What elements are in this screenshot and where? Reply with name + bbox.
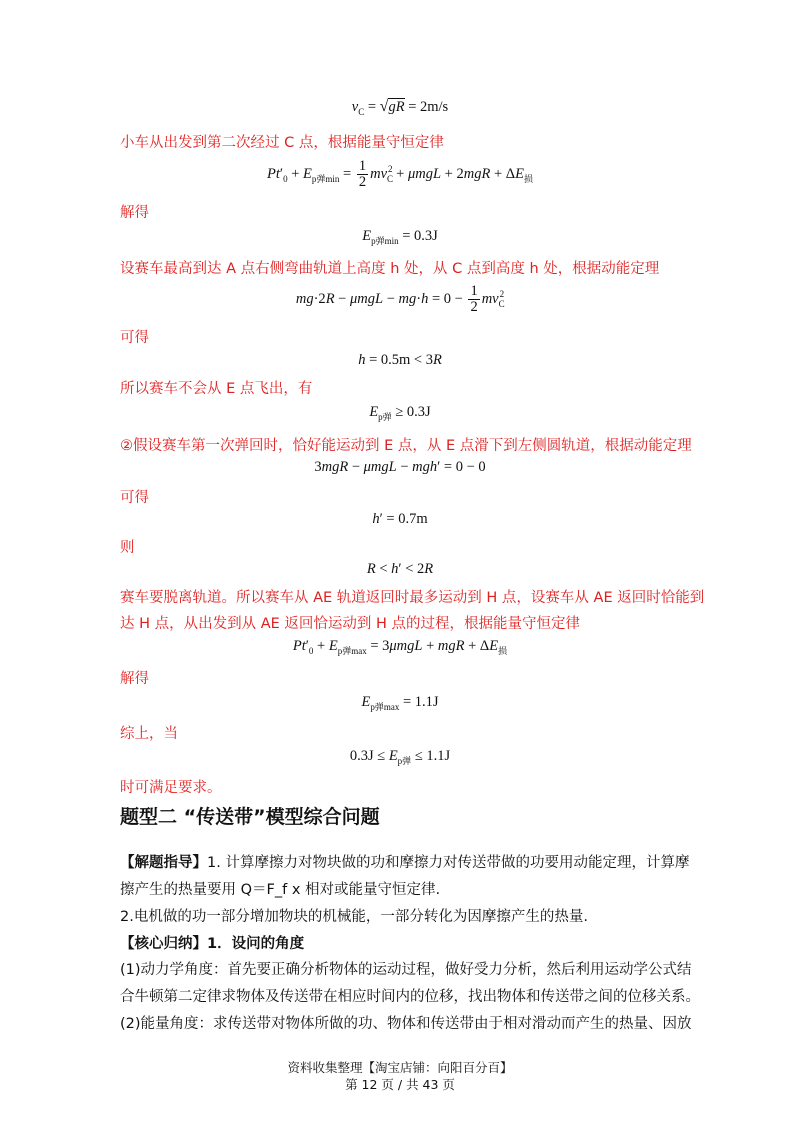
footer-page-number: 第 12 页 / 共 43 页 — [345, 1077, 455, 1092]
equation-hprime-dynamics: 3mgR − μmgL − mgh′ = 0 − 0 — [314, 459, 486, 475]
equation-dynamics: mg·2R − μmgL − mg·h = 0 − $\frac{1}{2}$ $mv_C^2$ — [295, 283, 505, 316]
text-line-4: ②假设赛车第一次弹回时，恰好能运动到 E 点，从 E 点滑下到左侧圆轨道，根据动能定理 — [120, 438, 692, 454]
core-label: 【核心归纳】 — [120, 936, 207, 952]
para-2a: (2)能量角度：求传送带对物体所做的功、物体和传送带由于相对滑动而产生的热量、因放 — [120, 1016, 692, 1032]
text-ze: 则 — [120, 540, 135, 556]
footer-source: 资料收集整理【淘宝店铺：向阳百分百】 — [287, 1060, 513, 1075]
text-kede-2: 可得 — [120, 490, 149, 506]
section-heading: 题型二 “传送带”模型综合问题 — [120, 806, 380, 828]
core-subtitle: 1．设问的角度 — [207, 936, 305, 952]
guide-text-1: 1. 计算摩擦力对物块做的功和摩擦力对传送带做的功要用动能定理，计算摩 — [207, 855, 690, 871]
para-1b: 合牛顿第二定律求物体及传送带在相应时间内的位移，找出物体和传送带之间的位移关系。 — [120, 989, 700, 1005]
equation-h: h = 0.5m < 3R — [358, 352, 442, 368]
text-zongshang: 综上，当 — [120, 726, 178, 742]
text-jiede-2: 解得 — [120, 671, 149, 687]
text-jiede-1: 解得 — [120, 205, 149, 221]
equation-ep-max: $E_{p弹max} = 1.1J$ — [361, 694, 439, 712]
equation-ep-ge: $E_{p弹} \ge 0.3J$ — [369, 404, 431, 422]
equation-final-range: $0.3J \le E_{p弹} \le 1.1J$ — [349, 748, 451, 766]
text-line-6: 时可满足要求。 — [120, 780, 222, 796]
guide-text-2: 2.电机做的功一部分增加物块的机械能，一部分转化为因摩擦产生的热量. — [120, 909, 588, 925]
equation-ep-min: $E_{p弹min} = 0.3J$ — [362, 228, 438, 246]
equation-energy-min: $Pt'_0 + E_{p弹min}$ = $\frac{1}{2}$ $mv_C^2 + \mu mgL + 2mgR + \Delta E_损$ — [267, 158, 533, 191]
core-paragraph — [120, 932, 304, 953]
equation-hprime: h′ = 0.7m — [372, 511, 428, 527]
equation-vc: $v_C = √gR = 2m/s$ — [351, 98, 449, 117]
guide-paragraph — [120, 851, 689, 872]
guide-label: 【解题指导】 — [120, 855, 207, 871]
text-line-2: 设赛车最高到达 A 点右侧弯曲轨道上高度 h 处，从 C 点到高度 h 处，根据动能定理 — [120, 261, 660, 277]
text-line-1: 小车从出发到第二次经过 C 点，根据能量守恒定律 — [120, 135, 444, 151]
guide-text-1b: 擦产生的热量要用 Q＝F_f x 相对或能量守恒定律. — [120, 882, 441, 898]
para-1a: (1)动力学角度：首先要正确分析物体的运动过程，做好受力分析，然后利用运动学公式结 — [120, 962, 692, 978]
equation-range-h: R < h′ < 2R — [366, 561, 434, 577]
text-kede-1: 可得 — [120, 330, 149, 346]
equation-energy-max: $Pt'_0 + E_{p弹max} = 3\mu mgL$ + mgR + $\Delta E_损$ — [292, 638, 508, 656]
text-line-5b: 达 H 点，从出发到从 AE 返回恰运动到 H 点的过程，根据能量守恒定律 — [120, 616, 581, 632]
text-line-3: 所以赛车不会从 E 点飞出，有 — [120, 381, 313, 397]
text-line-5a: 赛车要脱离轨道。所以赛车从 AE 轨道返回时最多运动到 H 点，设赛车从 AE 返回时恰能到 — [120, 590, 705, 606]
